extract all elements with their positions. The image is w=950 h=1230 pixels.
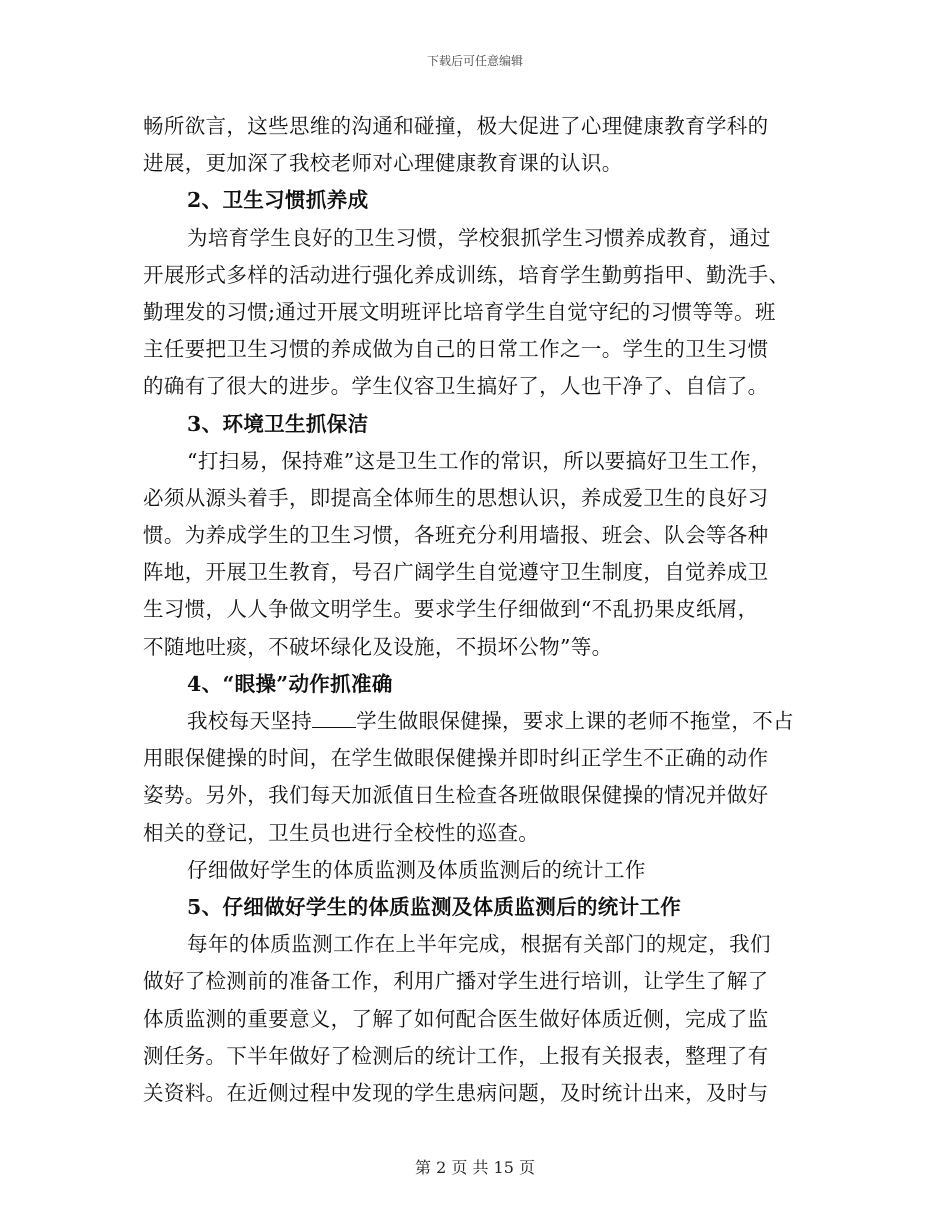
body-line: 阵地，开展卫生教育，号召广阔学生自觉遵守卫生制度，自觉养成卫 bbox=[143, 560, 769, 585]
body-line: 关资料。在近侧过程中发现的学生患病问题，及时统计出来，及时与 bbox=[143, 1080, 769, 1105]
section-heading: 2、卫生习惯抓养成 bbox=[187, 188, 369, 213]
body-line: 勤理发的习惯;通过开展文明班评比培育学生自觉守纪的习惯等等。班 bbox=[143, 299, 776, 324]
body-line: 进展，更加深了我校老师对心理健康教育课的认识。 bbox=[143, 151, 623, 176]
page-header: 下载后可任意编辑 bbox=[426, 54, 523, 68]
section-heading: 3、环境卫生抓保洁 bbox=[187, 411, 369, 436]
body-line: 每年的体质监测工作在上半年完成，根据有关部门的规定，我们 bbox=[187, 932, 771, 957]
section-heading: 4、“眼操”动作抓准确 bbox=[187, 671, 393, 696]
body-line: 主任要把卫生习惯的养成做为自己的日常工作之一。学生的卫生习惯 bbox=[143, 337, 769, 362]
body-line: 不随地吐痰，不破坏绿化及设施，不损坏公物”等。 bbox=[143, 634, 613, 659]
section-heading: 5、仔细做好学生的体质监测及体质监测后的统计工作 bbox=[187, 894, 682, 919]
body-line: 为培育学生良好的卫生习惯，学校狠抓学生习惯养成教育，通过 bbox=[187, 225, 771, 250]
body-line: 的确有了很大的进步。学生仪容卫生搞好了，人也干净了、自信了。 bbox=[143, 374, 769, 399]
document-body bbox=[143, 108, 815, 1112]
body-line: 相关的登记，卫生员也进行全校性的巡查。 bbox=[143, 820, 540, 845]
page-footer: 第 2 页 共 15 页 bbox=[415, 1158, 535, 1177]
body-line: 惯。为养成学生的卫生习惯，各班充分利用墙报、班会、队会等各种 bbox=[143, 523, 769, 548]
body-line: 畅所欲言，这些思维的沟通和碰撞，极大促进了心理健康教育学科的 bbox=[143, 114, 769, 138]
body-line: 生习惯，人人争做文明学生。要求学生仔细做到“不乱扔果皮纸屑， bbox=[143, 597, 759, 622]
blank-underline bbox=[312, 709, 356, 728]
body-line: 做好了检测前的准备工作，利用广播对学生进行培训，让学生了解了 bbox=[143, 969, 769, 994]
body-line: 开展形式多样的活动进行强化养成训练，培育学生勤剪指甲、勤洗手、 bbox=[143, 262, 790, 287]
body-text-segment: 学生做眼保健操，要求上课的老师不拖堂，不占 bbox=[356, 709, 794, 733]
body-line: 用眼保健操的时间，在学生做眼保健操并即时纠正学生不正确的动作 bbox=[143, 746, 769, 771]
body-line: 体质监测的重要意义，了解了如何配合医生做好体质近侧，完成了监 bbox=[143, 1006, 769, 1031]
body-line-with-blank bbox=[143, 703, 815, 740]
body-line: 必须从源头着手，即提高全体师生的思想认识，养成爱卫生的良好习 bbox=[143, 485, 769, 510]
body-line: “打扫易，保持难”这是卫生工作的常识，所以要搞好卫生工作， bbox=[187, 448, 772, 473]
body-text-segment: 我校每天坚持 bbox=[187, 709, 313, 733]
body-line: 仔细做好学生的体质监测及体质监测后的统计工作 bbox=[187, 857, 646, 882]
body-line: 姿势。另外，我们每天加派值日生检查各班做眼保健操的情况并做好 bbox=[143, 783, 769, 808]
body-line: 测任务。下半年做好了检测后的统计工作，上报有关报表，整理了有 bbox=[143, 1043, 769, 1068]
